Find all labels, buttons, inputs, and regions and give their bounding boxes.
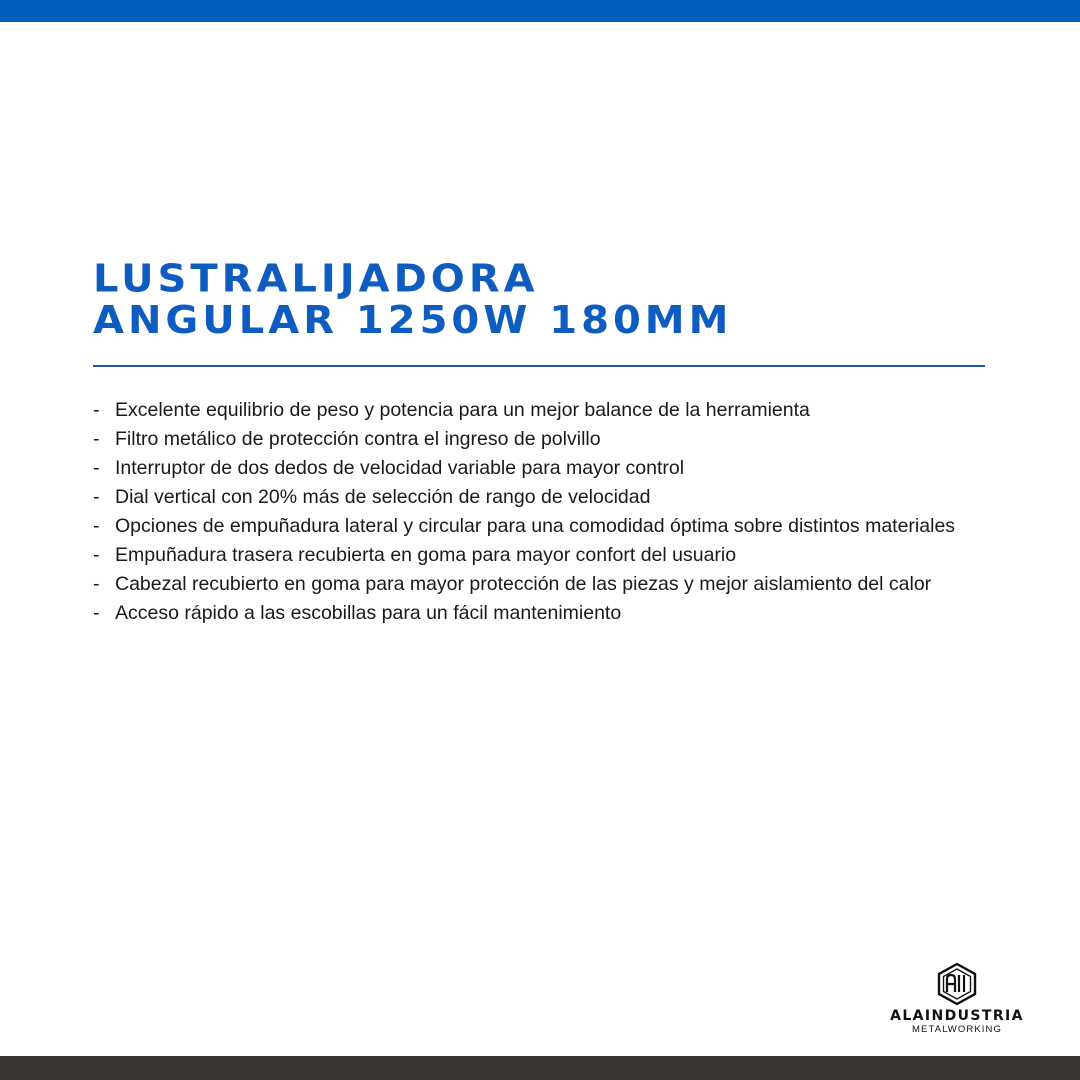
feature-item bbox=[93, 512, 993, 541]
feature-text: Filtro metálico de protección contra el ingreso de polvillo bbox=[115, 428, 601, 450]
feature-text: Dial vertical con 20% más de selección de rango de velocidad bbox=[115, 486, 651, 508]
brand-logo bbox=[862, 962, 1052, 1038]
feature-dash: - bbox=[93, 573, 100, 595]
brand-tagline: METALWORKING bbox=[912, 1024, 1002, 1035]
feature-dash: - bbox=[93, 428, 100, 450]
feature-text: Acceso rápido a las escobillas para un fácil mantenimiento bbox=[115, 602, 622, 624]
bottom-footer-bar bbox=[0, 1056, 1080, 1080]
feature-dash: - bbox=[93, 602, 100, 624]
feature-dash: - bbox=[93, 457, 100, 479]
feature-text: Excelente equilibrio de peso y potencia para un mejor balance de la herramienta bbox=[115, 399, 810, 421]
feature-item bbox=[93, 541, 993, 570]
feature-dash: - bbox=[93, 515, 100, 537]
feature-item bbox=[93, 599, 993, 628]
brand-name: ALAINDUSTRIA bbox=[890, 1008, 1024, 1024]
feature-item bbox=[93, 570, 993, 599]
feature-item bbox=[93, 454, 993, 483]
feature-dash: - bbox=[93, 399, 100, 421]
feature-text: Opciones de empuñadura lateral y circular para una comodidad óptima sobre distintos materiales bbox=[115, 515, 956, 537]
feature-item bbox=[93, 425, 993, 454]
ali-hexagon-logo-icon bbox=[936, 962, 978, 1006]
feature-text: Empuñadura trasera recubierta en goma para mayor confort del usuario bbox=[115, 544, 737, 566]
feature-dash: - bbox=[93, 486, 100, 508]
top-accent-bar bbox=[0, 0, 1080, 22]
product-title-line-1: LUSTRALIJADORA bbox=[93, 257, 539, 301]
feature-item bbox=[93, 483, 993, 512]
feature-text: Interruptor de dos dedos de velocidad variable para mayor control bbox=[115, 457, 685, 479]
title-divider bbox=[93, 365, 985, 367]
feature-list bbox=[93, 396, 993, 628]
feature-dash: - bbox=[93, 544, 100, 566]
product-title bbox=[93, 258, 732, 342]
feature-text: Cabezal recubierto en goma para mayor protección de las piezas y mejor aislamiento del calor bbox=[115, 573, 932, 595]
product-title-line-2: ANGULAR 1250W 180MM bbox=[93, 298, 733, 343]
feature-item bbox=[93, 396, 993, 425]
